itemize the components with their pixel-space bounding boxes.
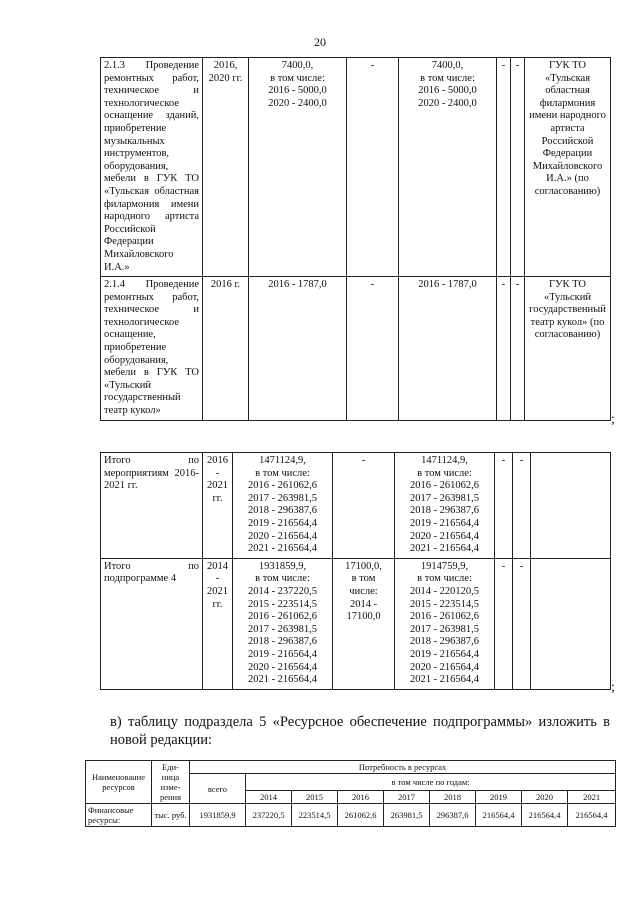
total-federal: 17100,0, в том числе: 2014 - 17100,0 — [333, 558, 395, 689]
table1-end-mark: ; — [611, 412, 615, 427]
total-regional: 1471124,9, в том числе: 2016 - 261062,6 2017 - 263981,5 2018 - 296387,6 2019 - 216564,4 2020 - 216564,4 2021 - 216564,4 — [395, 453, 495, 559]
total-local: - — [495, 453, 513, 559]
header-total: всего — [190, 774, 246, 804]
measure-federal: - — [347, 58, 399, 277]
table-row — [101, 277, 611, 421]
header-name: Наименование ресурсов — [86, 761, 152, 804]
year-value: 216564,4 — [476, 804, 522, 827]
measure-local: - — [497, 277, 511, 421]
total-years: 2016 - 2021 гг. — [203, 453, 233, 559]
year-header: 2019 — [476, 791, 522, 804]
table-row — [101, 558, 611, 689]
measure-executor: ГУК ТО «Тульский государственный театр кукол» (по согласованию) — [525, 277, 611, 421]
measure-local: - — [497, 58, 511, 277]
year-header: 2016 — [338, 791, 384, 804]
empty-cell — [531, 558, 611, 689]
total-federal: - — [333, 453, 395, 559]
year-header: 2021 — [568, 791, 616, 804]
year-header: 2014 — [246, 791, 292, 804]
year-value: 263981,5 — [384, 804, 430, 827]
table-row — [101, 453, 611, 559]
amendment-paragraph: в) таблицу подраздела 5 «Ресурсное обеспечение подпрограммы» изложить в новой редакции: — [110, 714, 610, 748]
year-value: 216564,4 — [522, 804, 568, 827]
year-header: 2017 — [384, 791, 430, 804]
row-name: Финансовые ресурсы: — [86, 804, 152, 827]
measure-other: - — [511, 277, 525, 421]
resource-table — [85, 760, 616, 827]
header-unit: Еди-ница изме-рения — [152, 761, 190, 804]
measures-table — [100, 57, 611, 421]
table-row — [86, 804, 616, 827]
measure-total: 7400,0, в том числе: 2016 - 5000,0 2020 - 2400,0 — [249, 58, 347, 277]
measure-other: - — [511, 58, 525, 277]
empty-cell — [531, 453, 611, 559]
table2-end-mark: ; — [611, 680, 615, 695]
row-total: 1931859,9 — [190, 804, 246, 827]
header-by-year: в том числе по годам: — [246, 774, 616, 791]
total-regional: 1914759,9, в том числе: 2014 - 220120,5 2015 - 223514,5 2016 - 261062,6 2017 - 263981,5 2018 - 296387,6 2019 - 216564,4 2020 - 216564,4 2021 - 216564,4 — [395, 558, 495, 689]
year-header: 2020 — [522, 791, 568, 804]
year-value: 261062,6 — [338, 804, 384, 827]
total-other: - — [513, 453, 531, 559]
totals-table — [100, 452, 611, 690]
measure-total: 2016 - 1787,0 — [249, 277, 347, 421]
total-name: Итого по подпрограмме 4 — [101, 558, 203, 689]
total-local: - — [495, 558, 513, 689]
year-header: 2015 — [292, 791, 338, 804]
measure-years: 2016, 2020 гг. — [203, 58, 249, 277]
measure-name: 2.1.3 Проведение ремонтных работ, техническое и технологическое оснащение зданий, приобретение музыкальных инструментов, оборудования, мебели в ГУК ТО «Тульская областная филармония имени народного артиста Российской Федерации Михайловского И.А.» — [101, 58, 203, 277]
year-value: 216564,4 — [568, 804, 616, 827]
header-need: Потребность в ресурсах — [190, 761, 616, 774]
measure-regional: 7400,0, в том числе: 2016 - 5000,0 2020 - 2400,0 — [399, 58, 497, 277]
measure-federal: - — [347, 277, 399, 421]
year-value: 223514,5 — [292, 804, 338, 827]
page-number: 20 — [314, 35, 326, 49]
measure-name: 2.1.4 Проведение ремонтных работ, техническое и технологическое оснащение, приобретение оборудования, мебели в ГУК ТО «Тульский государственный театр кукол» — [101, 277, 203, 421]
total-sum: 1931859,9, в том числе: 2014 - 237220,5 2015 - 223514,5 2016 - 261062,6 2017 - 263981,5 2018 - 296387,6 2019 - 216564,4 2020 - 216564,4 2021 - 216564,4 — [233, 558, 333, 689]
total-name: Итого по мероприятиям 2016-2021 гг. — [101, 453, 203, 559]
total-other: - — [513, 558, 531, 689]
measure-executor: ГУК ТО «Тульская областная филармония имени народного артиста Российской Федерации Михайловского И.А.» (по согласованию) — [525, 58, 611, 277]
year-header: 2018 — [430, 791, 476, 804]
row-unit: тыс. руб. — [152, 804, 190, 827]
header-row — [86, 761, 616, 774]
total-years: 2014 - 2021 гг. — [203, 558, 233, 689]
total-sum: 1471124,9, в том числе: 2016 - 261062,6 2017 - 263981,5 2018 - 296387,6 2019 - 216564,4 2020 - 216564,4 2021 - 216564,4 — [233, 453, 333, 559]
year-value: 296387,6 — [430, 804, 476, 827]
year-value: 237220,5 — [246, 804, 292, 827]
measure-regional: 2016 - 1787,0 — [399, 277, 497, 421]
table-row — [101, 58, 611, 277]
measure-years: 2016 г. — [203, 277, 249, 421]
